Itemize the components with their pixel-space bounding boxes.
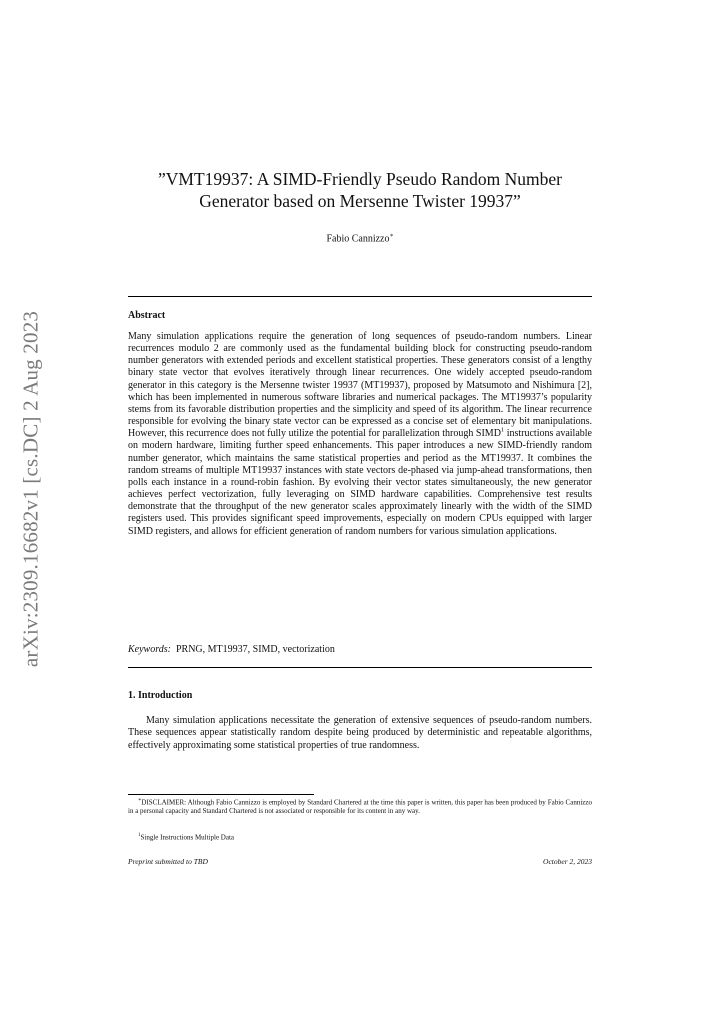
abstract-bottom-rule [128, 667, 592, 668]
footnote-simd-text: Single Instructions Multiple Data [140, 833, 235, 842]
title-line-1: ”VMT19937: A SIMD-Friendly Pseudo Random Number [158, 169, 562, 189]
arxiv-side-label [14, 294, 48, 684]
keywords-list: PRNG, MT19937, SIMD, vectorization [175, 644, 335, 655]
abstract-heading: Abstract [128, 310, 166, 321]
introduction-heading: 1. Introduction [128, 690, 193, 701]
abstract-text-part-1: Many simulation applications require the generation of long sequences of pseudo-random numbers. Linear recurrences modulo 2 are commonly used as the fundamental building block for constructing pseudo-random number generators with extended periods and excellent statistical properties. These generators consist of a lengthy binary state vector that evolves iteratively through linear recurrences. One widely accepted pseudo-random generator in this category is the Mersenne twister 19937 (MT19937), proposed by Matsumoto and Nishimura [2], which has been implemented in numerous software libraries and numerical packages. The MT19937’s popularity stems from its favorable distribution properties and the simplicity and speed of its algorithm. The linear recurrence responsible for evolving the binary state vector can be expressed as a concise set of elementary bit manipulations. However, this recurrence does not fully utilize the potential for parallelization through SIMD [128, 331, 592, 440]
abstract-top-rule [128, 296, 592, 297]
author-line [128, 232, 592, 244]
footnote-disclaimer [128, 797, 592, 816]
title-line-2: Generator based on Mersenne Twister 19937” [199, 191, 521, 211]
keywords-label: Keywords: [128, 644, 171, 655]
footnote-disclaimer-mark: ∗ [138, 798, 142, 803]
footer-preprint: Preprint submitted to TBD [128, 857, 208, 866]
footnote-rule [128, 794, 314, 795]
abstract-body [128, 331, 592, 538]
author-footnote-mark: ∗ [389, 233, 394, 239]
footnote-simd-mark: 1 [138, 833, 141, 838]
author-name: Fabio Cannizzo [326, 233, 390, 245]
arxiv-identifier: arXiv:2309.16682v1 [cs.DC] 2 Aug 2023 [18, 310, 43, 668]
footnote-simd [128, 832, 592, 842]
footnote-disclaimer-text: DISCLAIMER: Although Fabio Cannizzo is employed by Standard Chartered at the time this paper is written, this paper has been produced by Fabio Cannizzo in a personal capacity and Standard Chartered is not associated or responsible for its content in any way. [128, 798, 592, 816]
abstract-text-part-2: instructions available on modern hardware, limiting further speed enhancements. This paper introduces a new SIMD-friendly random number generator, which maintains the same statistical properties and period as the MT19937. It combines the random streams of multiple MT19937 instances with state vectors de-phased via jump-ahead transformations, then polls each instance in a round-robin fashion. By evolving their vector states simultaneously, the new generator achieves perfect vectorization, fully leveraging on SIMD hardware capabilities. Comprehensive test results demonstrate that the throughput of the new generator scales approximately linearly with the width of the SIMD registers used. This provides significant speed improvements, especially on modern CPUs equipped with larger SIMD registers, and allows for efficient generation of random numbers for various simulation applications. [128, 428, 592, 537]
keywords-line [128, 644, 335, 655]
introduction-paragraph: Many simulation applications necessitate the generation of extensive sequences of pseudo-random numbers. These sequences appear statistically random despite being produced by deterministic and repeatable algorithms, effectively approximating some statistical properties of true randomness. [128, 715, 592, 751]
abstract-footnote-mark: 1 [500, 426, 505, 434]
paper-title [128, 168, 592, 212]
footer-date: October 2, 2023 [543, 857, 592, 866]
